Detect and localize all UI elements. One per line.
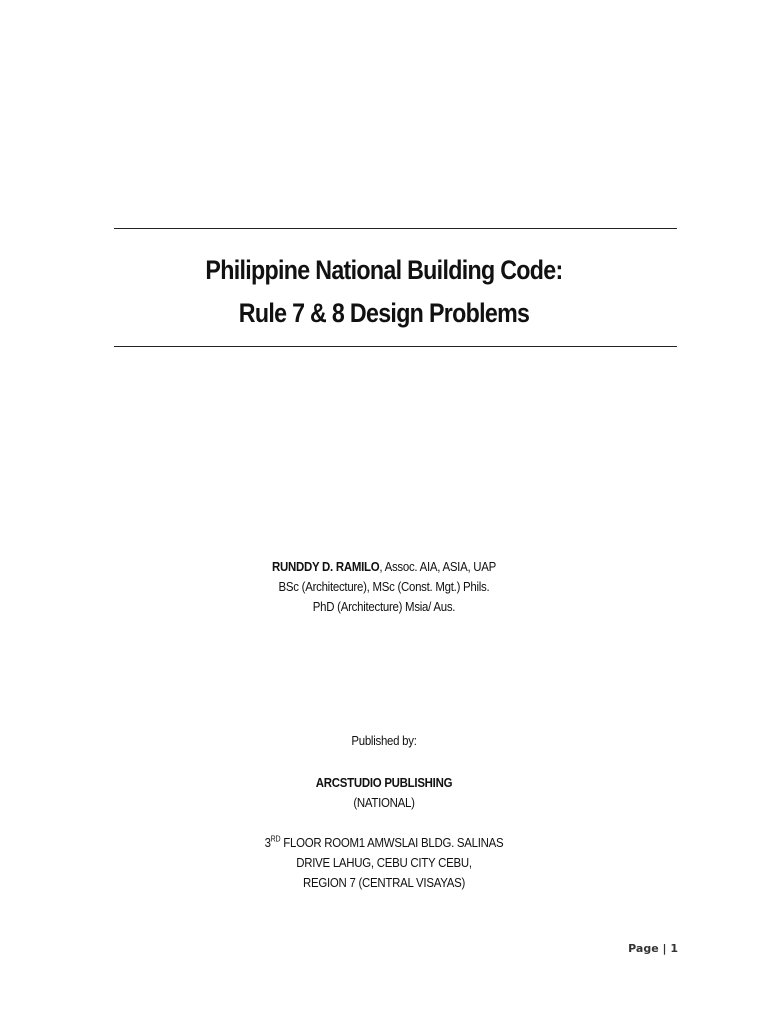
address-line-1 (146, 833, 621, 853)
published-by-label: Published by: (351, 733, 417, 748)
publisher-scope: (NATIONAL) (353, 795, 415, 810)
author-degrees-1: BSc (Architecture), MSc (Const. Mgt.) Phils. (278, 579, 490, 594)
address-line-3: REGION 7 (CENTRAL VISAYAS) (302, 875, 466, 890)
title-top-rule (114, 228, 677, 229)
document-title (152, 249, 616, 335)
title-bottom-rule (114, 346, 677, 347)
publisher-address (146, 833, 621, 893)
publisher-block (146, 773, 621, 813)
author-name: RUNDDY D. RAMILO (271, 559, 380, 574)
author-block (146, 557, 621, 617)
title-line-2: Rule 7 & 8 Design Problems (238, 298, 530, 328)
publisher-name: ARCSTUDIO PUBLISHING (315, 775, 453, 790)
address-line-2: DRIVE LAHUG, CEBU CITY CEBU, (296, 855, 472, 870)
address-floor-suffix: RD (270, 834, 281, 844)
author-degrees-2: PhD (Architecture) Msia/ Aus. (312, 599, 456, 614)
author-affiliations: , Assoc. AIA, ASIA, UAP (379, 559, 497, 574)
address-floor-number: 3 (264, 835, 271, 850)
page-number: Page | 1 (628, 942, 678, 955)
title-line-1: Philippine National Building Code: (205, 255, 563, 285)
author-line (146, 557, 621, 577)
address-line-1-rest: FLOOR ROOM1 AMWSLAI BLDG. SALINAS (280, 835, 504, 850)
